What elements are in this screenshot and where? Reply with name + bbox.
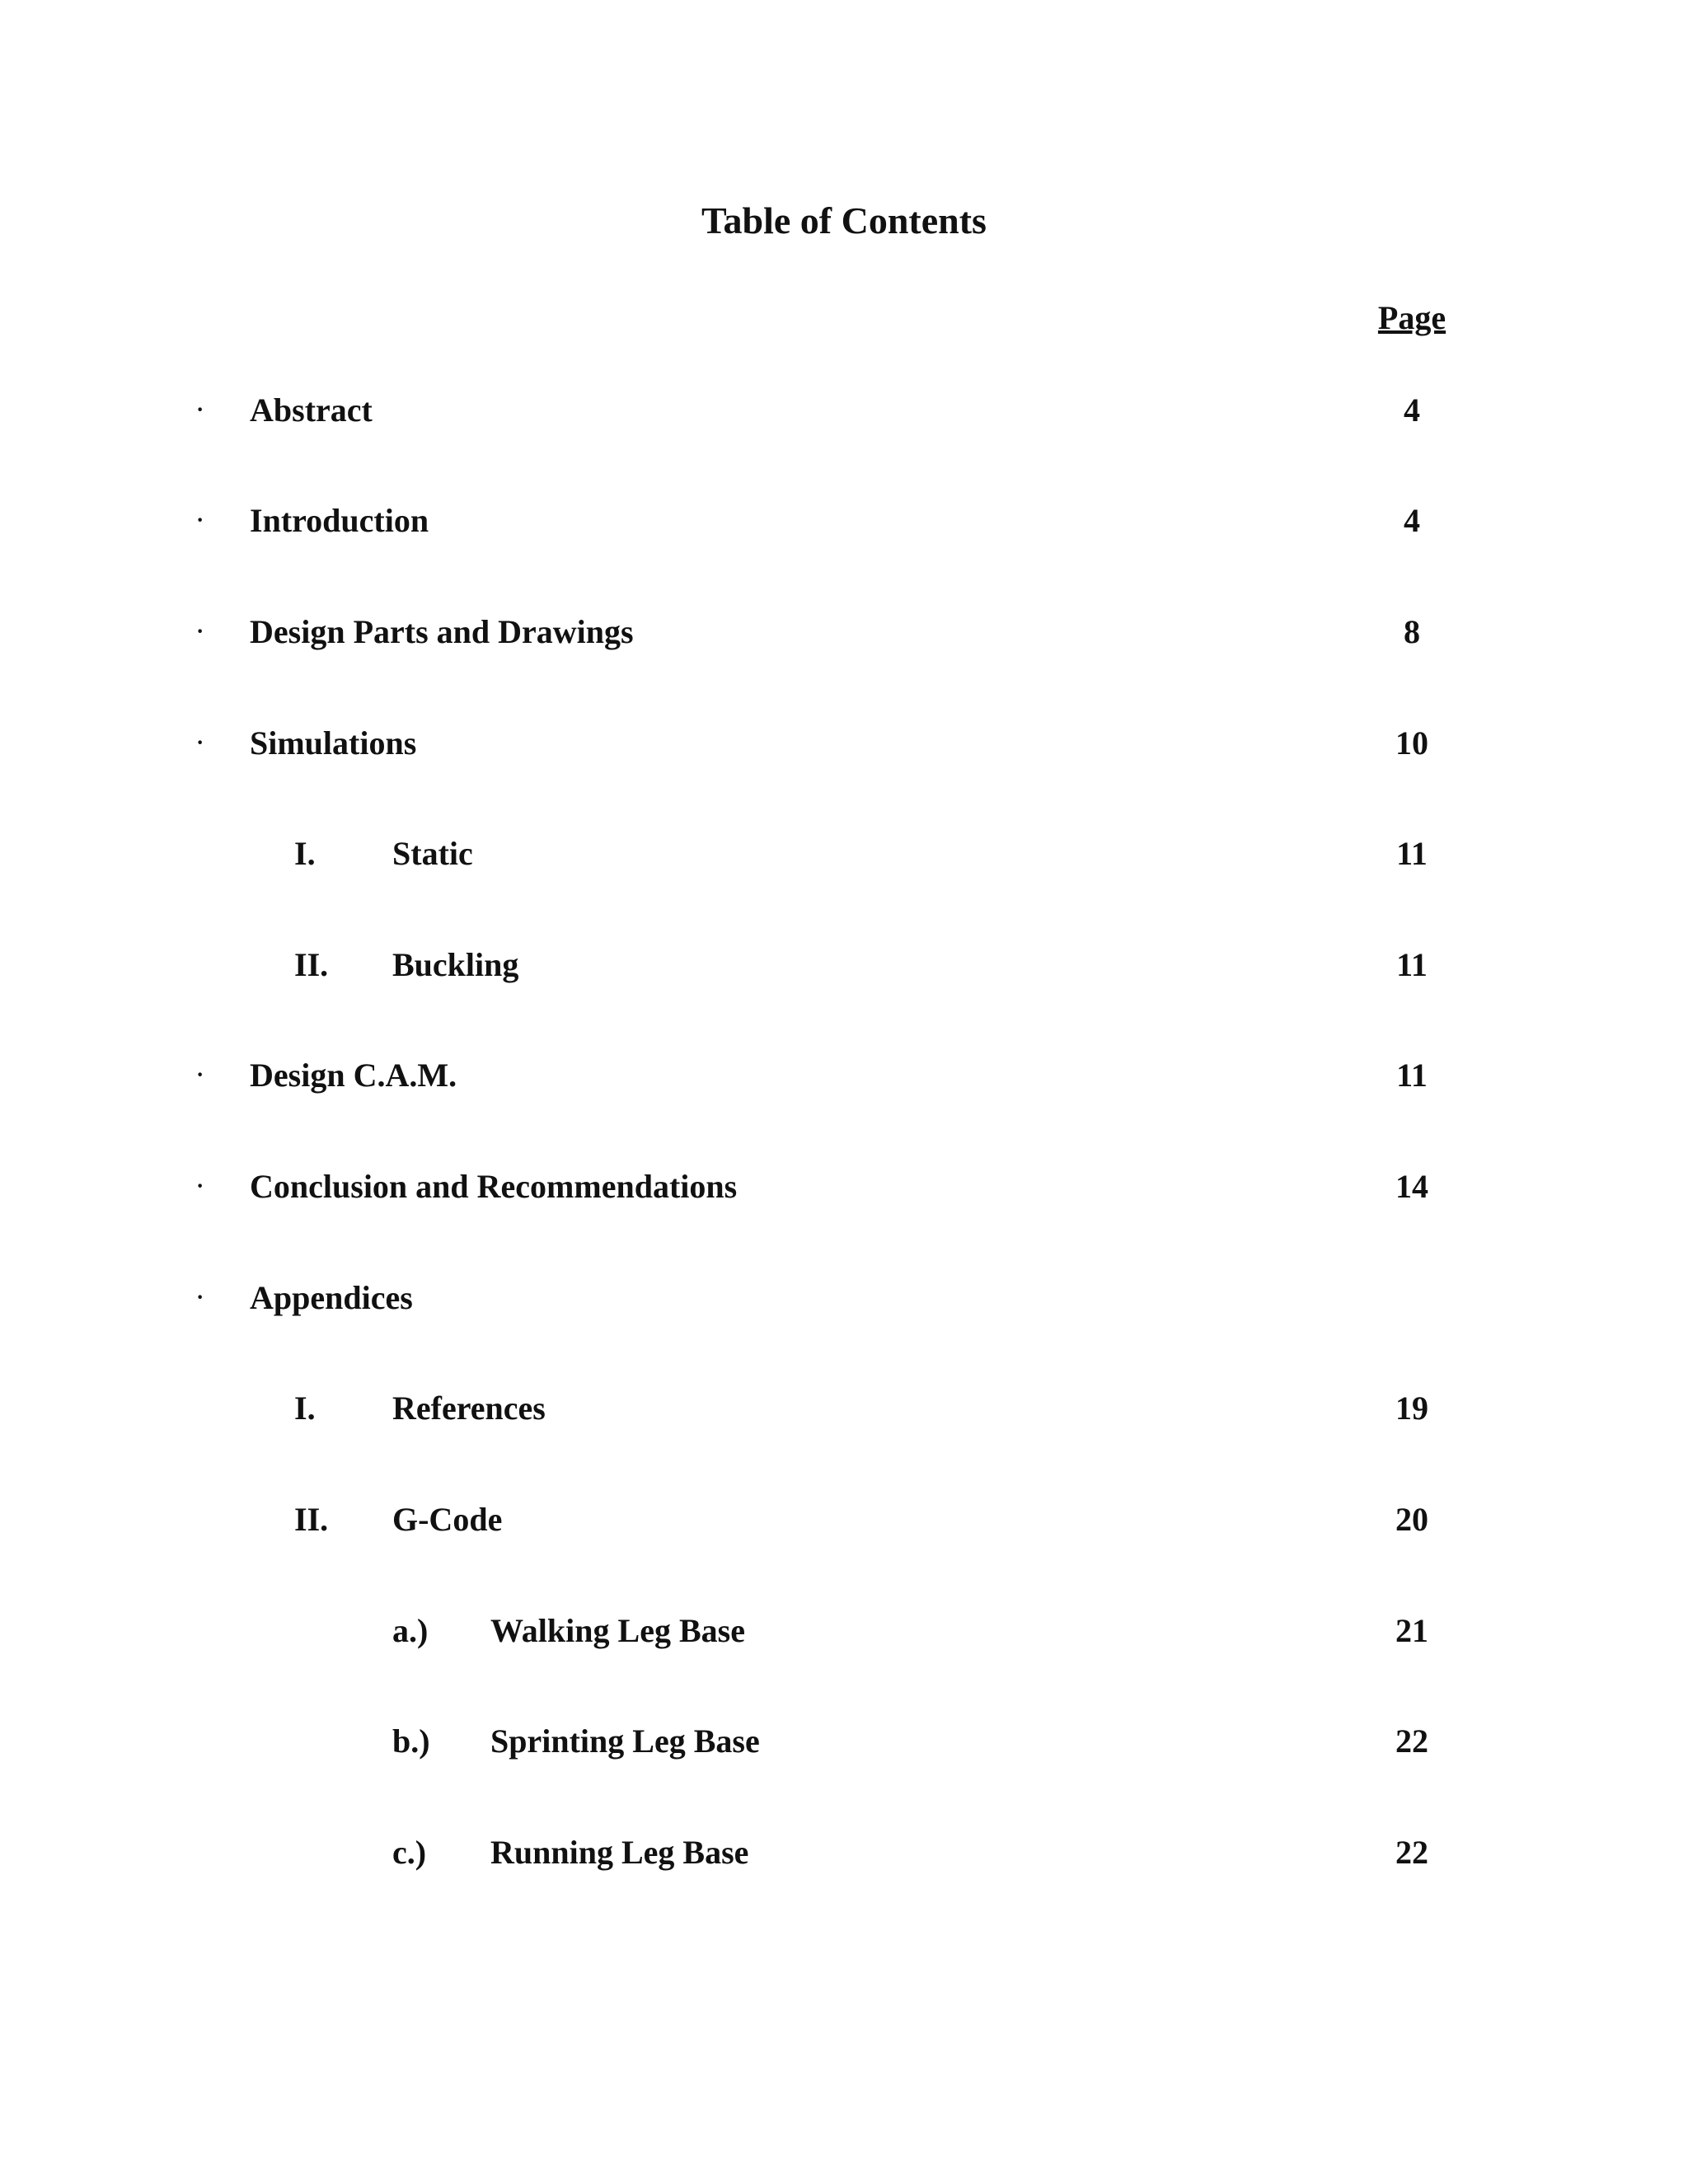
bullet-icon: · <box>196 508 204 533</box>
entry-label: Buckling <box>392 946 519 983</box>
entry-label: Introduction <box>250 502 429 539</box>
bullet-icon: · <box>196 397 204 423</box>
entry-page-number: 8 <box>1404 613 1420 650</box>
entry-page-number: 11 <box>1396 835 1428 872</box>
entry-label: Conclusion and Recommendations <box>250 1168 738 1205</box>
entry-label: Abstract <box>250 391 373 429</box>
toc-entry-conclusion[interactable] <box>0 1162 1688 1212</box>
entry-page-number: 4 <box>1404 502 1420 539</box>
bullet-icon: · <box>196 730 204 756</box>
toc-entry-design-parts[interactable] <box>0 607 1688 657</box>
toc-entry-simulations[interactable] <box>0 719 1688 768</box>
entry-label: Running Leg Base <box>490 1834 749 1871</box>
toc-entry-walking-leg-base[interactable] <box>0 1606 1688 1656</box>
toc-entry-g-code[interactable] <box>0 1495 1688 1544</box>
entry-page-number: 20 <box>1395 1501 1428 1538</box>
toc-title: Table of Contents <box>701 199 987 241</box>
bullet-icon: · <box>196 1062 204 1088</box>
entry-marker: II. <box>294 946 329 983</box>
bullet-icon: · <box>196 619 204 644</box>
entry-label: Design Parts and Drawings <box>250 613 634 650</box>
entry-page-number: 19 <box>1395 1390 1428 1427</box>
toc-entry-abstract[interactable] <box>0 386 1688 435</box>
entry-label: References <box>392 1390 546 1427</box>
entry-label: Simulations <box>250 724 417 762</box>
entry-label: Static <box>392 835 473 872</box>
toc-entry-static[interactable] <box>0 829 1688 879</box>
entry-page-number: 11 <box>1396 1057 1428 1094</box>
entry-label: Sprinting Leg Base <box>490 1722 760 1760</box>
toc-entry-introduction[interactable] <box>0 496 1688 546</box>
entry-label: Walking Leg Base <box>490 1612 745 1649</box>
toc-entry-appendices[interactable] <box>0 1273 1688 1323</box>
bullet-icon: · <box>196 1285 204 1310</box>
toc-entry-buckling[interactable] <box>0 940 1688 990</box>
toc-entry-running-leg-base[interactable] <box>0 1828 1688 1877</box>
entry-label: Appendices <box>250 1279 413 1316</box>
entry-label: Design C.A.M. <box>250 1057 457 1094</box>
entry-page-number: 11 <box>1396 946 1428 983</box>
entry-marker: II. <box>294 1501 329 1538</box>
bullet-icon: · <box>196 1174 204 1199</box>
entry-marker: c.) <box>392 1834 427 1871</box>
entry-page-number: 22 <box>1395 1722 1428 1760</box>
entry-page-number: 22 <box>1395 1834 1428 1871</box>
entry-marker: I. <box>294 835 316 872</box>
entry-page-number: 4 <box>1404 391 1420 429</box>
toc-entry-sprinting-leg-base[interactable] <box>0 1717 1688 1766</box>
entry-label: G-Code <box>392 1501 503 1538</box>
page-column-header: Page <box>1377 299 1447 336</box>
entry-marker: a.) <box>392 1612 429 1649</box>
entry-marker: b.) <box>392 1722 430 1760</box>
entry-page-number: 14 <box>1395 1168 1428 1205</box>
entry-page-number: 10 <box>1395 724 1428 762</box>
toc-entry-references[interactable] <box>0 1384 1688 1433</box>
entry-page-number: 21 <box>1395 1612 1428 1649</box>
entry-marker: I. <box>294 1390 316 1427</box>
toc-entry-design-cam[interactable] <box>0 1051 1688 1100</box>
